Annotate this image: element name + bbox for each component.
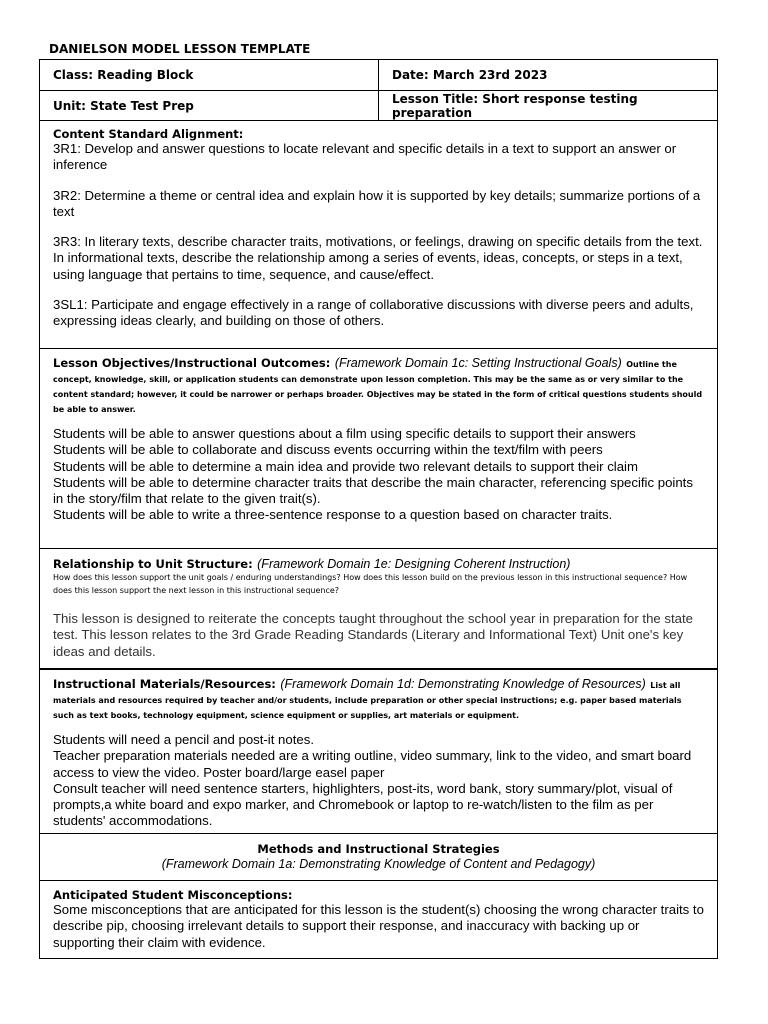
relationship-content <box>40 549 717 668</box>
objective-item: Students will be able to determine character traits that describe the main character, referencing specific points in the story/film that relate to the given trait(s). <box>53 474 693 507</box>
standards-section <box>40 121 717 349</box>
objectives-content <box>40 349 717 548</box>
standard-item: 3R2: Determine a theme or central idea and explain how it is supported by key details; summarize portions of a text <box>53 187 701 219</box>
materials-instructions: materials and resources required by teacher and/or students, include preparation or other special instructions; e.g. paper based materials such as text books, technology equipment, science equipment or supplies, art materials or equipment. <box>53 696 682 720</box>
document-title: DANIELSON MODEL LESSON TEMPLATE <box>49 42 311 56</box>
misconceptions-heading: Anticipated Student Misconceptions: <box>53 888 293 902</box>
material-item: Consult teacher will need sentence starters, highlighters, post-its, word bank, story summary/plot, visual of prompts,a white board and expo marker, and Chromebook or laptop to re-watch/listen to the film as per students' accommodations. <box>53 780 673 829</box>
header-row-2 <box>40 91 717 121</box>
methods-heading: Methods and Instructional Strategies <box>257 842 500 856</box>
methods-domain: (Framework Domain 1a: Demonstrating Knowledge of Content and Pedagogy) <box>161 857 596 871</box>
materials-heading: Instructional Materials/Resources: <box>53 677 276 691</box>
materials-section <box>40 670 717 834</box>
material-item: Students will need a pencil and post-it notes. <box>53 732 314 747</box>
misconceptions-body: Some misconceptions that are anticipated for this lesson is the student(s) choosing the wrong character traits to describe pip, choosing irrelevant details to support their response, and inaccuracy with backing up or supporting their claim with evidence. <box>53 902 704 950</box>
relationship-instructions: How does this lesson support the unit goals / enduring understandings? How does this lesson build on the previous lesson in this instructional sequence? How does this lesson support the next lesson in this instructional sequence? <box>53 573 688 595</box>
header-row-1 <box>40 60 717 91</box>
lesson-template-table <box>39 59 718 959</box>
standard-item: 3SL1: Participate and engage effectively in a range of collaborative discussions with diverse peers and adults, expressing ideas clearly, and building on those of others. <box>53 297 694 329</box>
relationship-heading: Relationship to Unit Structure: <box>53 557 253 571</box>
objective-item: Students will be able to collaborate and discuss events occurring within the text/film with peers <box>53 442 603 458</box>
materials-domain: (Framework Domain 1d: Demonstrating Knowledge of Resources) <box>280 677 646 691</box>
misconceptions-content <box>40 881 717 958</box>
objective-item: Students will be able to answer questions about a film using specific details to support their answers <box>53 426 636 441</box>
date-cell: Date: March 23rd 2023 <box>378 60 717 90</box>
objectives-domain: (Framework Domain 1c: Setting Instructional Goals) <box>334 356 622 370</box>
standard-item: 3R3: In literary texts, describe character traits, motivations, or feelings, drawing on specific details from the text. In informational texts, describe the relationship among a series of events, ideas, concepts, or steps in a text, using language that pertains to time, sequence, and cause/effect. <box>53 234 703 282</box>
misconceptions-section <box>40 881 717 959</box>
objectives-instructions: Outline the concept, knowledge, skill, or application students can demonstrate upon lesson completion. This may be the same as or very similar to the content standard; however, it could be narrower or perhaps broader. Objectives may be stated in the form of critical questions students should be able to answer. <box>53 360 703 414</box>
methods-content <box>40 834 717 880</box>
material-item: Teacher preparation materials needed are a writing outline, video summary, link to the video, and smart board access to view the video. Poster board/large easel paper <box>53 748 692 780</box>
materials-content <box>40 670 717 833</box>
materials-instructions-lead: List all <box>650 681 681 690</box>
standards-content <box>40 121 717 348</box>
class-cell: Class: Reading Block <box>53 68 194 82</box>
relationship-section <box>40 549 717 670</box>
methods-section <box>40 834 717 881</box>
relationship-domain: (Framework Domain 1e: Designing Coherent Instruction) <box>257 557 571 571</box>
objective-item: Students will be able to determine a main idea and provide two relevant details to support their claim <box>53 458 638 474</box>
lesson-title-cell: Lesson Title: Short response testing preparation <box>378 91 717 120</box>
unit-cell: Unit: State Test Prep <box>53 98 194 113</box>
objectives-heading: Lesson Objectives/Instructional Outcomes: <box>53 356 331 370</box>
objectives-section <box>40 349 717 549</box>
standards-heading: Content Standard Alignment: <box>53 127 244 141</box>
standard-item: 3R1: Develop and answer questions to locate relevant and specific details in a text to support an answer or inference <box>53 141 677 173</box>
objective-item: Students will be able to write a three-sentence response to a question based on character traits. <box>53 507 613 523</box>
relationship-body: This lesson is designed to reiterate the concepts taught throughout the school year in preparation for the state test. This lesson relates to the 3rd Grade Reading Standards (Literary and Informational Text) Unit one's key ideas and details. <box>53 611 693 659</box>
